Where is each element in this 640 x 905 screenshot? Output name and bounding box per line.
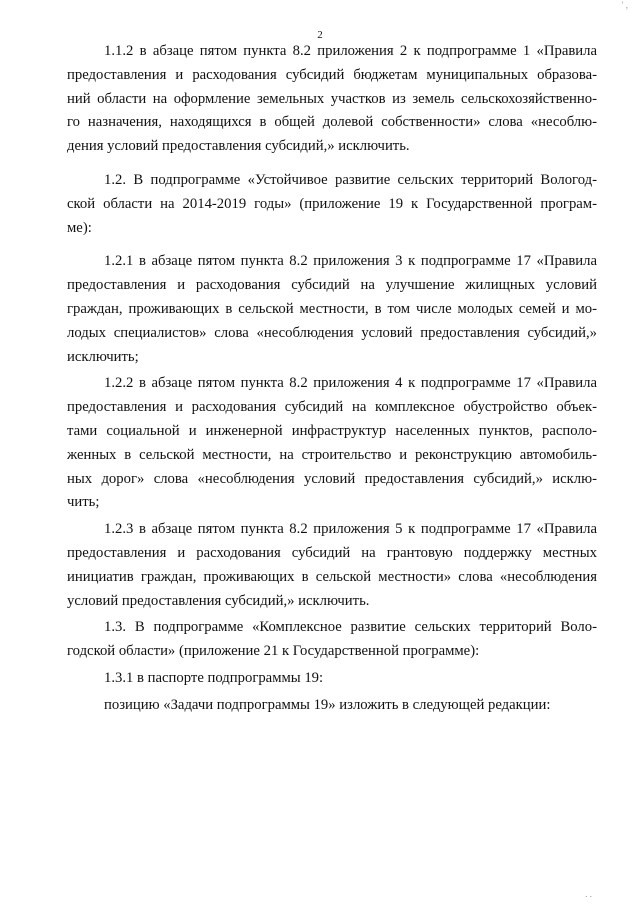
text-line: условий предоставления субсидий,» исключить. bbox=[67, 592, 370, 609]
text-line: исключить; bbox=[67, 348, 139, 365]
text-line: предоставления и расходования субсидий на комплексное обустройство объек- bbox=[67, 399, 597, 416]
text-line: тами социальной и инженерной инфраструктур населенных пунктов, располо- bbox=[67, 422, 597, 439]
paragraph-1-2-2 bbox=[67, 372, 597, 515]
text-line: предоставления и расходования субсидий на улучшение жилищных условий bbox=[67, 277, 597, 294]
text-line: предоставления и расходования субсидий на грантовую поддержку местных bbox=[67, 544, 597, 561]
text-line: ных дорог» слова «несоблюдения условий предоставления субсидий,» исклю- bbox=[67, 470, 597, 487]
paragraph-1-1-2 bbox=[67, 40, 597, 159]
text-line: 1.3. В подпрограмме «Комплексное развитие сельских территорий Воло- bbox=[104, 619, 597, 636]
text-line: 1.3.1 в паспорте подпрограммы 19: bbox=[104, 669, 324, 686]
text-line: 1.1.2 в абзаце пятом пункта 8.2 приложения 2 к подпрограмме 1 «Правила bbox=[104, 43, 597, 59]
paragraph-1-2-3 bbox=[67, 518, 597, 613]
paragraph-1-3-1 bbox=[67, 667, 597, 691]
page-number: 2 bbox=[317, 29, 323, 41]
text-line: 1.2.1 в абзаце пятом пункта 8.2 приложения 3 к подпрограмме 17 «Правила bbox=[104, 253, 597, 270]
text-line: ме): bbox=[67, 219, 92, 236]
text-line: 1.2.2 в абзаце пятом пункта 8.2 приложения 4 к подпрограмме 17 «Правила bbox=[104, 375, 597, 392]
text-line: 1.2.3 в абзаце пятом пункта 8.2 приложения 5 к подпрограмме 17 «Правила bbox=[104, 521, 597, 538]
text-line: 1.2. В подпрограмме «Устойчивое развитие сельских территорий Вологод- bbox=[104, 171, 597, 188]
text-line: инициатив граждан, проживающих в сельской местности» слова «несоблюдения bbox=[67, 568, 597, 585]
paragraph-1-3 bbox=[67, 616, 597, 664]
text-line: граждан, проживающих в сельской местности, в том числе молодых семей и мо- bbox=[67, 300, 597, 317]
text-line: дения условий предоставления субсидий,» исключить. bbox=[67, 138, 410, 155]
text-line: ской области на 2014-2019 годы» (приложение 19 к Государственной програм- bbox=[67, 195, 597, 212]
paragraph-1-2-1 bbox=[67, 250, 597, 369]
text-line: ний области на оформление земельных участков из земель сельскохозяйственно- bbox=[67, 90, 597, 107]
scan-mark-top: ' , bbox=[621, 0, 628, 10]
text-line: предоставления и расходования субсидий бюджетам муниципальных образова- bbox=[67, 66, 597, 83]
text-line: чить; bbox=[67, 494, 100, 511]
document-body bbox=[67, 40, 597, 718]
text-line: лодых специалистов» слова «несоблюдения условий предоставления субсидий,» bbox=[67, 324, 597, 341]
text-line: го назначения, находящихся в общей долевой собственности» слова «несоблю- bbox=[67, 114, 597, 131]
text-line: годской области» (приложение 21 к Государственной программе): bbox=[67, 643, 480, 660]
paragraph-1-2 bbox=[67, 169, 597, 240]
text-line: позицию «Задачи подпрограммы 19» изложить в следующей редакции: bbox=[104, 696, 551, 713]
text-line: женных в сельской местности, на строительство и реконструкцию автомобиль- bbox=[67, 446, 597, 463]
paragraph-position-tasks bbox=[67, 694, 597, 718]
scan-mark-bottom: . . bbox=[585, 889, 592, 899]
